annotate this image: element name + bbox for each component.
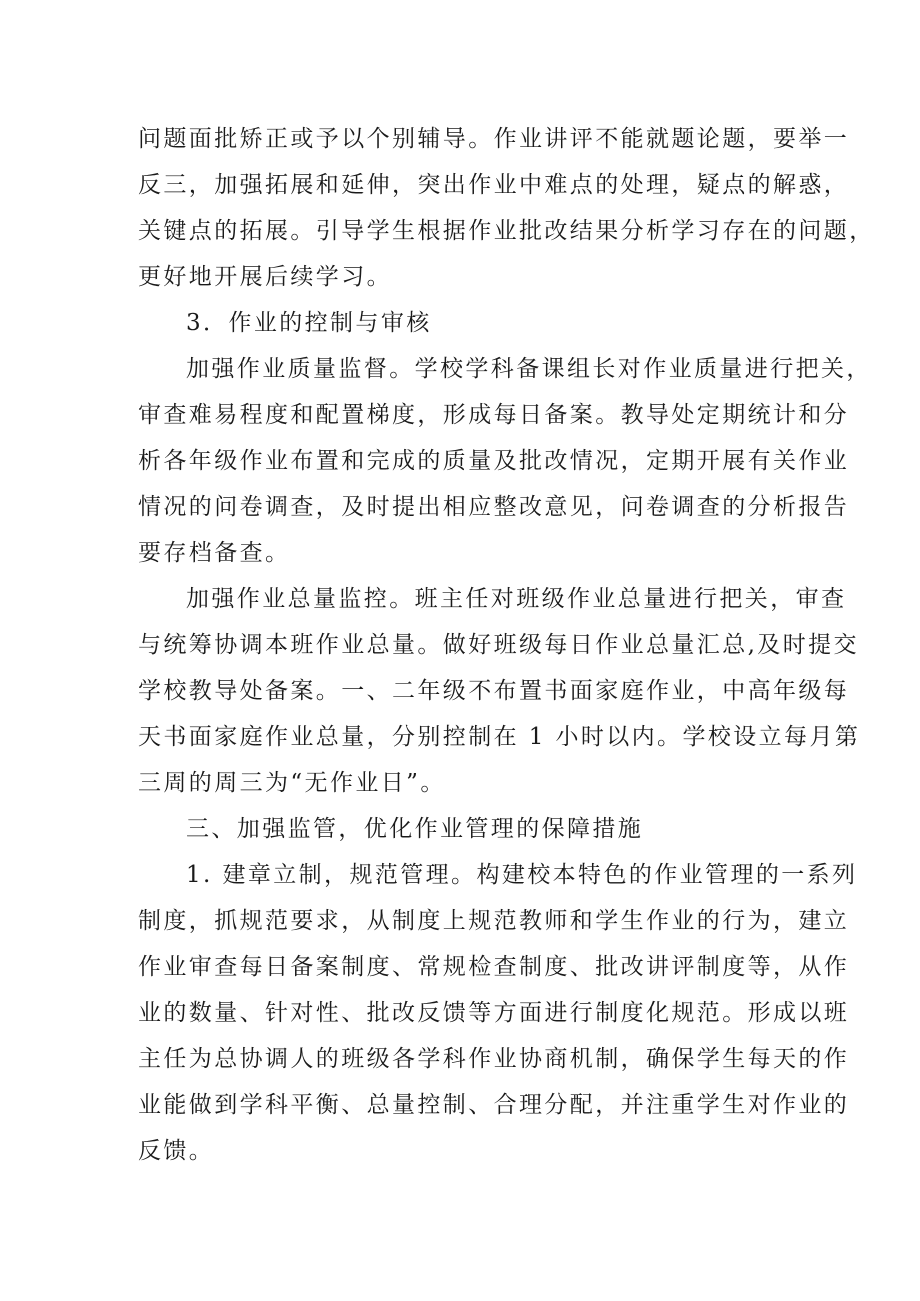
text-line: 情况的问卷调查，及时提出相应整改意见，问卷调查的分析报告 — [138, 494, 850, 520]
text-line: 作业审查每日备案制度、常规检查制度、批改讲评制度等，从作 — [138, 954, 850, 980]
text-line: 学校教导处备案。一、二年级不布置书面家庭作业，中高年级每 — [138, 678, 850, 704]
text-line: 问题面批矫正或予以个别辅导。作业讲评不能就题论题，要举一 — [138, 126, 850, 152]
text-line: 反馈。 — [138, 1138, 215, 1164]
text-line: 制度，抓规范要求，从制度上规范教师和学生作业的行为，建立 — [138, 908, 850, 934]
section-heading: 三、加强监管，优化作业管理的保障措施 — [186, 816, 644, 842]
text-line: 加强作业质量监督。学校学科备课组长对作业质量进行把关， — [186, 356, 872, 382]
text-line: 1. 建章立制，规范管理。构建校本特色的作业管理的一系列 — [186, 862, 858, 888]
text-line: 析各年级作业布置和完成的质量及批改情况，定期开展有关作业 — [138, 448, 850, 474]
text-line: 反三，加强拓展和延伸，突出作业中难点的处理，疑点的解惑， — [138, 172, 850, 198]
text-line: 天书面家庭作业总量，分别控制在 1 小时以内。学校设立每月第 — [138, 724, 861, 750]
text-line: 更好地开展后续学习。 — [138, 264, 392, 290]
text-line: 业的数量、针对性、批改反馈等方面进行制度化规范。形成以班 — [138, 1000, 850, 1026]
text-line: 业能做到学科平衡、总量控制、合理分配，并注重学生对作业的 — [138, 1092, 850, 1118]
text-line: 关键点的拓展。引导学生根据作业批改结果分析学习存在的问题， — [138, 218, 875, 244]
section-heading: 3．作业的控制与审核 — [186, 310, 432, 336]
text-line: 加强作业总量监控。班主任对班级作业总量进行把关，审查 — [186, 586, 847, 612]
text-line: 与统筹协调本班作业总量。做好班级每日作业总量汇总,及时提交 — [138, 632, 859, 658]
text-line: 三周的周三为“无作业日”。 — [138, 770, 446, 796]
text-line: 审查难易程度和配置梯度，形成每日备案。教导处定期统计和分 — [138, 402, 850, 428]
text-line: 主任为总协调人的班级各学科作业协商机制，确保学生每天的作 — [138, 1046, 850, 1072]
text-line: 要存档备查。 — [138, 540, 291, 566]
